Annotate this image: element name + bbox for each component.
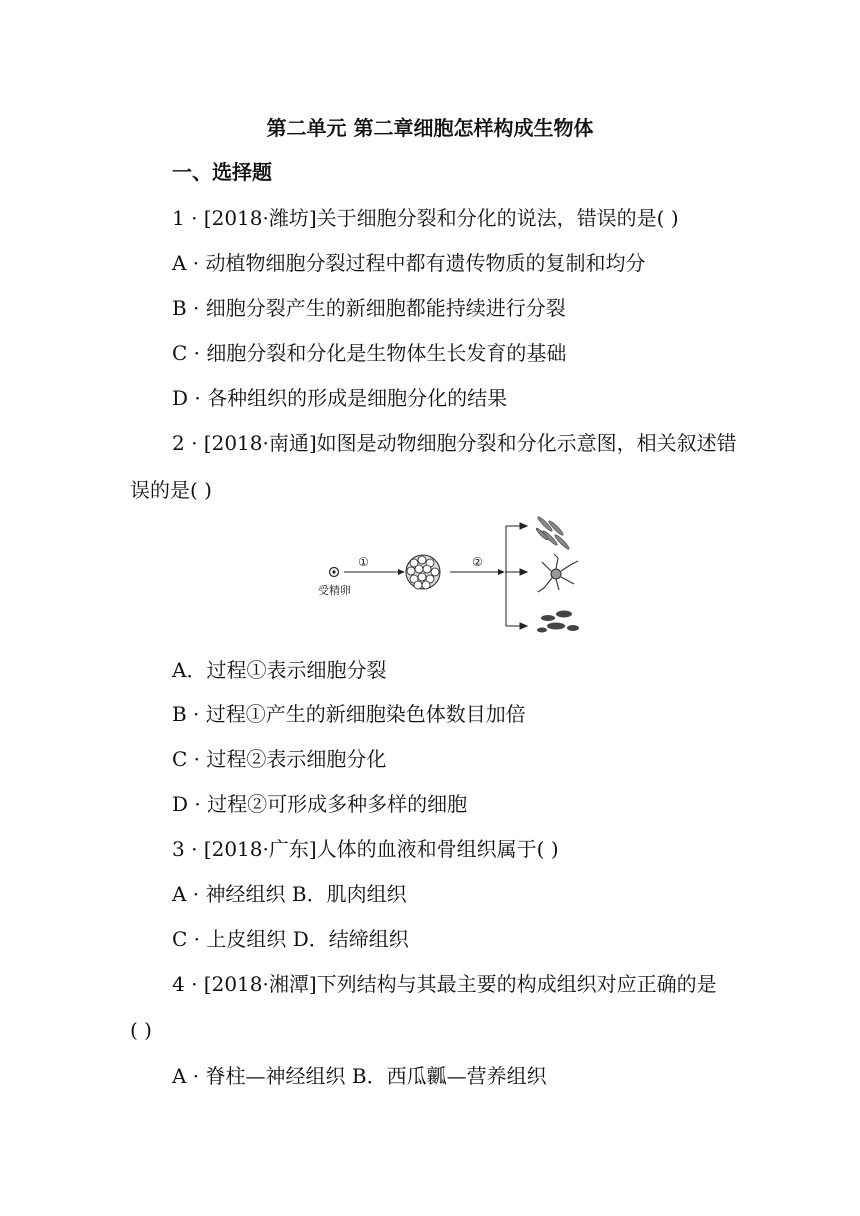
question-1-stem: 1 · [2018·潍坊]关于细胞分裂和分化的说法，错误的是( ) xyxy=(172,206,679,230)
question-2-option-a: A．过程①表示细胞分裂 xyxy=(172,658,387,682)
arrow-step-2 xyxy=(450,569,505,575)
arrow-step-1 xyxy=(344,569,405,575)
cell-cluster-icon xyxy=(406,555,440,589)
branch-bracket xyxy=(506,523,527,629)
cell-division-differentiation-figure xyxy=(310,514,600,642)
zygote-label: 受精卵 xyxy=(318,584,351,597)
question-2-option-d: D · 过程②可形成多种多样的细胞 xyxy=(172,792,468,816)
question-3-options-cd: C · 上皮组织 D．结缔组织 xyxy=(172,927,409,951)
step-2-label: ② xyxy=(472,555,483,569)
page-title: 第二单元 第二章细胞怎样构成生物体 xyxy=(266,116,594,140)
question-1-option-b: B · 细胞分裂产生的新细胞都能持续进行分裂 xyxy=(172,296,566,320)
question-1-option-d: D · 各种组织的形成是细胞分化的结果 xyxy=(172,386,508,410)
question-1-option-c: C · 细胞分裂和分化是生物体生长发育的基础 xyxy=(172,341,567,365)
question-4-stem-line-1: 4 · [2018·湘潭]下列结构与其最主要的构成组织对应正确的是 xyxy=(172,972,717,996)
question-2-stem-line-1: 2 · [2018·南通]如图是动物细胞分裂和分化示意图，相关叙述错 xyxy=(172,431,737,455)
question-2-option-b: B · 过程①产生的新细胞染色体数目加倍 xyxy=(172,702,526,726)
question-4-stem-line-2: ( ) xyxy=(130,1018,152,1042)
question-2-option-c: C · 过程②表示细胞分化 xyxy=(172,747,387,771)
question-3-stem: 3 · [2018·广东]人体的血液和骨组织属于( ) xyxy=(172,837,559,861)
step-1-label: ① xyxy=(358,555,369,569)
neuron-icon xyxy=(538,554,578,592)
zygote-icon xyxy=(330,568,339,577)
question-2-stem-line-2: 误的是( ) xyxy=(130,478,212,502)
muscle-cells-icon xyxy=(535,516,570,551)
section-heading: 一、选择题 xyxy=(172,160,272,184)
question-4-options-ab: A · 脊柱—神经组织 B．西瓜瓤—营养组织 xyxy=(172,1064,547,1088)
question-3-options-ab: A · 神经组织 B．肌肉组织 xyxy=(172,882,407,906)
question-1-option-a: A · 动植物细胞分裂过程中都有遗传物质的复制和均分 xyxy=(172,251,646,275)
blood-cells-icon xyxy=(537,611,579,633)
